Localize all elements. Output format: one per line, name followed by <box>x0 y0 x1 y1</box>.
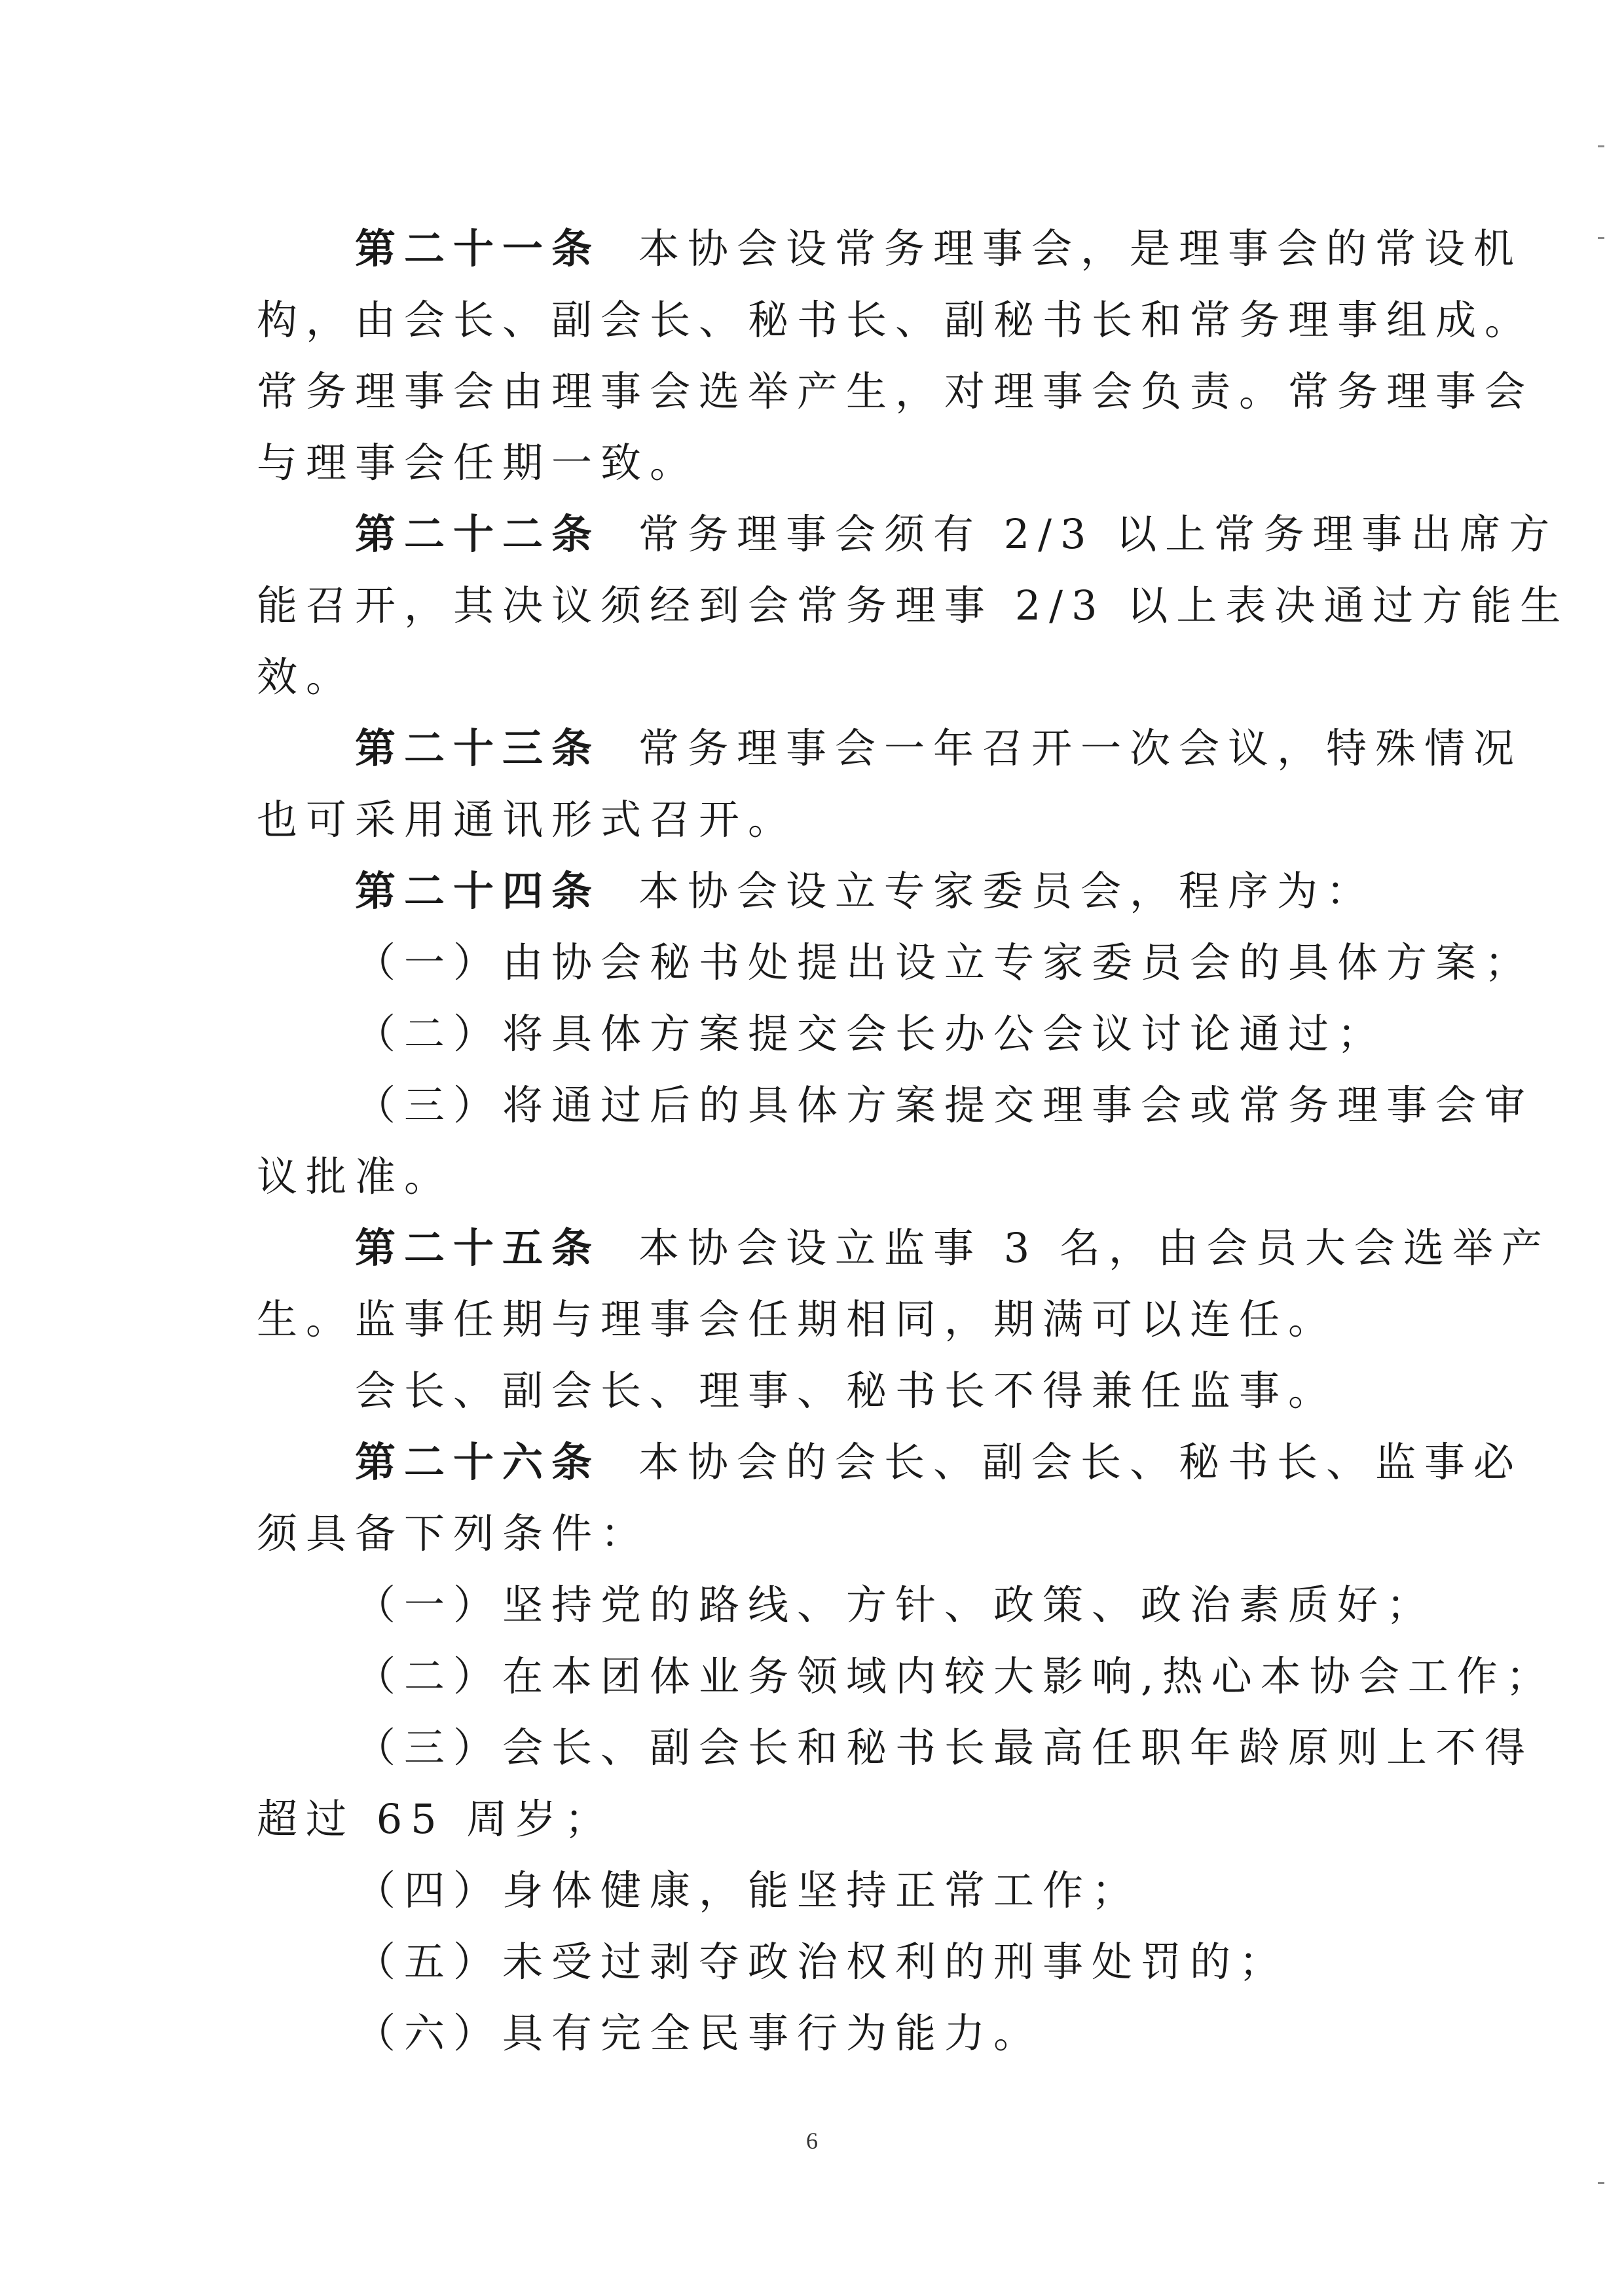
scan-mark <box>1598 237 1604 239</box>
text-line <box>257 927 1534 998</box>
line-text: 能召开，其决议须经到会常务理事 2/3 以上表决通过方能生 <box>257 582 1570 629</box>
line-text: 本协会设立专家委员会，程序为： <box>638 867 1376 915</box>
line-text: 会长、副会长、理事、秘书长不得兼任监事。 <box>355 1367 1338 1415</box>
line-text: 生。监事任期与理事会任期相同，期满可以连任。 <box>257 1295 1338 1343</box>
article-number: 第二十六条 <box>355 1438 601 1486</box>
article-line <box>257 1426 1523 1498</box>
text-line <box>257 1284 1409 1355</box>
line-text: 须具备下列条件： <box>257 1509 650 1557</box>
article-number: 第二十三条 <box>355 724 601 772</box>
article-number: 第二十五条 <box>355 1224 601 1272</box>
document-body <box>257 213 1570 2069</box>
line-text: 常务理事会由理事会选举产生，对理事会负责。常务理事会 <box>257 367 1534 415</box>
article-line <box>257 1212 1551 1284</box>
article-number: 第二十二条 <box>355 510 601 558</box>
line-text: （一）坚持党的路线、方针、政策、政治素质好； <box>355 1581 1436 1629</box>
line-text: 与理事会任期一致。 <box>257 439 699 487</box>
text-line <box>257 784 1409 855</box>
line-text: （一）由协会秘书处提出设立专家委员会的具体方案； <box>355 938 1534 986</box>
line-text: 超过 65 周岁； <box>257 1795 614 1843</box>
line-text: 常务理事会一年召开一次会议，特殊情况 <box>638 724 1523 772</box>
text-line <box>257 1498 1409 1569</box>
line-text: （五）未受过剥夺政治权利的刑事处罚的； <box>355 1938 1289 1986</box>
line-text: 构，由会长、副会长、秘书长、副秘书长和常务理事组成。 <box>257 296 1534 344</box>
line-text: （六）具有完全民事行为能力。 <box>355 2009 1043 2057</box>
text-line <box>257 1926 1409 1997</box>
line-text: 效。 <box>257 653 356 701</box>
text-line <box>257 284 1534 356</box>
text-line <box>257 1855 1409 1926</box>
article-number: 第二十一条 <box>355 225 601 272</box>
text-line <box>257 1712 1534 1783</box>
line-text: 常务理事会须有 2/3 以上常务理事出席方 <box>638 510 1559 558</box>
line-text: 本协会的会长、副会长、秘书长、监事必 <box>638 1438 1523 1486</box>
line-text: （三）将通过后的具体方案提交理事会或常务理事会审 <box>355 1081 1534 1129</box>
line-text: 也可采用通讯形式召开。 <box>257 796 798 843</box>
article-line <box>257 498 1559 570</box>
line-text: 本协会设常务理事会，是理事会的常设机 <box>638 225 1523 272</box>
article-line <box>257 213 1523 284</box>
text-line <box>257 1355 1409 1426</box>
text-line <box>257 998 1409 1069</box>
text-line <box>257 427 1409 498</box>
line-text: （二）在本团体业务领域内较大影响,热心本协会工作； <box>355 1652 1555 1700</box>
text-line <box>257 1640 1555 1712</box>
article-line <box>257 855 1409 927</box>
scan-mark <box>1598 2182 1604 2184</box>
page-number: 6 <box>806 2128 818 2154</box>
line-text: （二）将具体方案提交会长办公会议讨论通过； <box>355 1010 1387 1058</box>
article-number: 第二十四条 <box>355 867 601 915</box>
line-text: （三）会长、副会长和秘书长最高任职年龄原则上不得 <box>355 1724 1534 1771</box>
line-text: （四）身体健康，能坚持正常工作； <box>355 1866 1141 1914</box>
text-line <box>257 1569 1436 1640</box>
text-line <box>257 356 1534 427</box>
text-line <box>257 1141 1409 1212</box>
article-line <box>257 713 1523 784</box>
text-line <box>257 1069 1534 1141</box>
text-line <box>257 570 1570 641</box>
line-text: 本协会设立监事 3 名，由会员大会选举产 <box>638 1224 1551 1272</box>
text-line <box>257 1783 1409 1855</box>
text-line <box>257 1997 1409 2069</box>
line-text: 议批准。 <box>257 1153 454 1200</box>
scan-mark <box>1598 145 1604 147</box>
text-line <box>257 641 1409 713</box>
